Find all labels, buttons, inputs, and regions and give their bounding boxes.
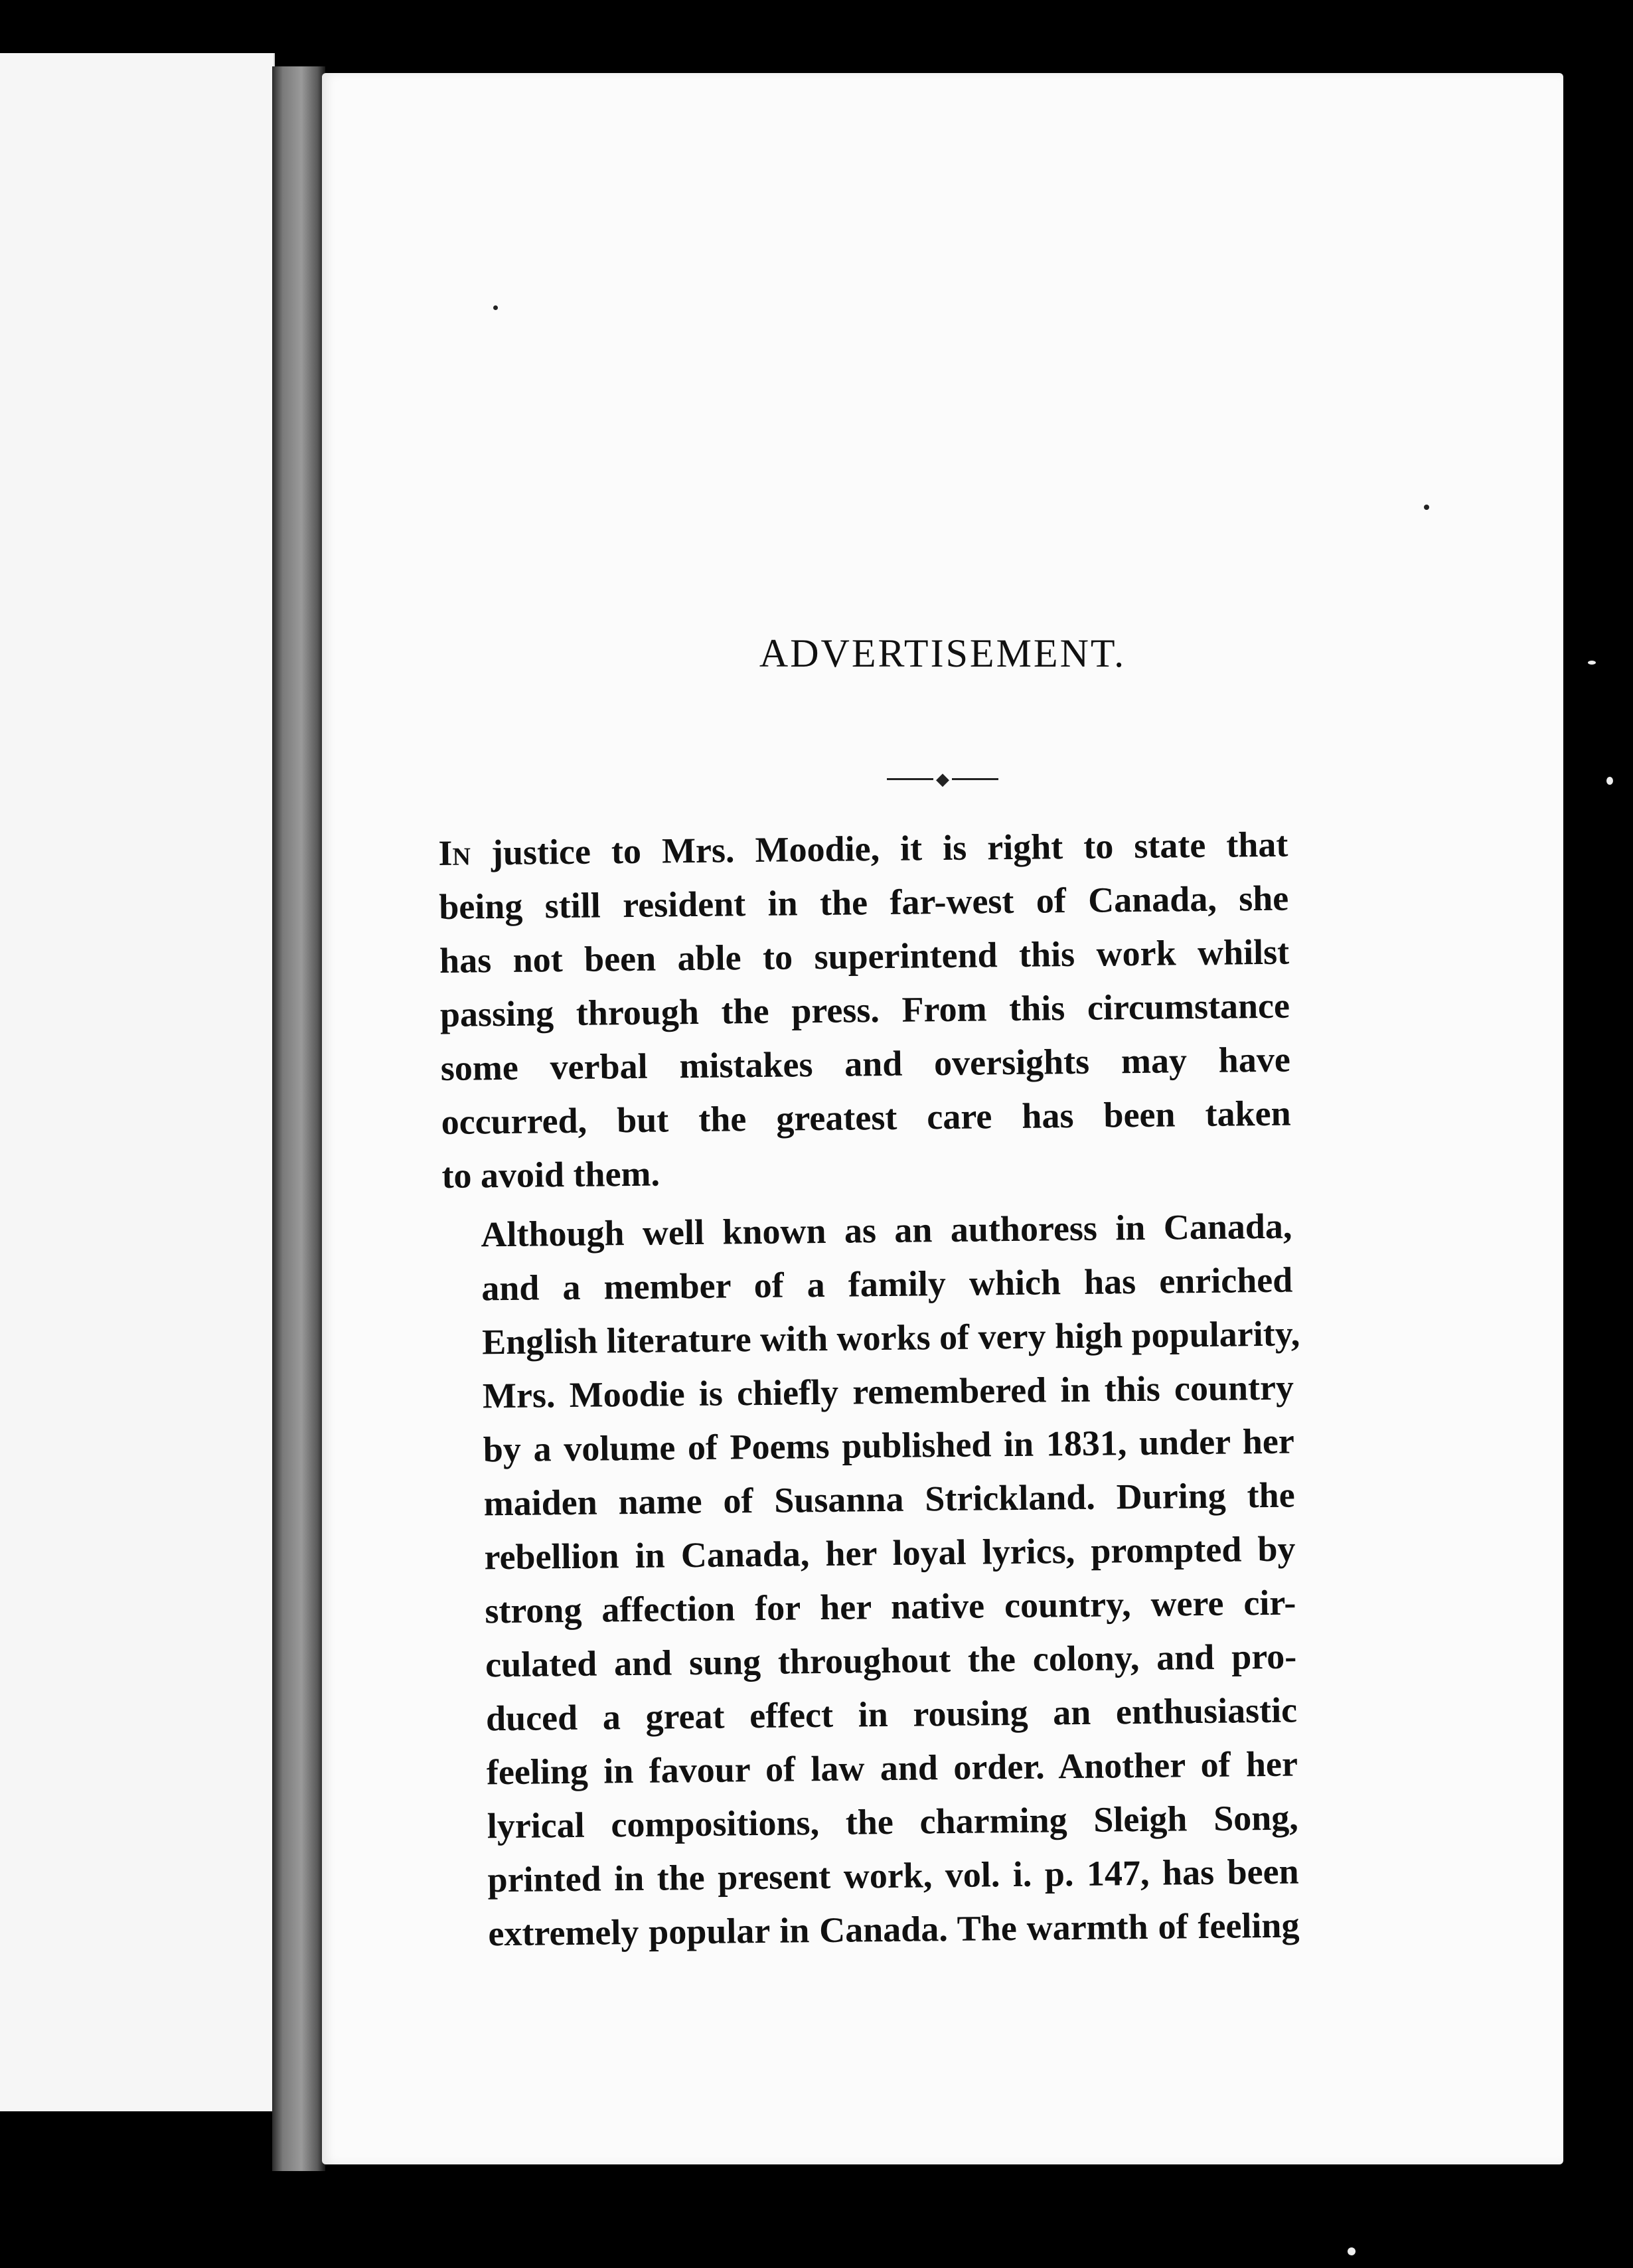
paragraph-1-line: has not been able to superintend this work whilst [439,932,1290,981]
paragraph-1-line-text: justice to Mrs. Moodie, it is right to state that [470,824,1288,873]
paragraph-2-line: culated and sung throughout the colony, and pro- [485,1636,1297,1685]
paragraph-1-line [438,818,1288,880]
paragraph-2-line: rebellion in Canada, her loyal lyrics, prompted by [484,1528,1296,1578]
paragraph-2-line: duced a great effect in rousing an enthusiastic [485,1690,1298,1739]
scan-speck [1588,661,1596,665]
paragraph-2 [442,1200,1300,1961]
paragraph-1-line: some verbal mistakes and oversights may have [440,1039,1291,1088]
paragraph-1-line: to avoid them. [441,1153,661,1196]
paragraph-2-line: English literature with works of very high popularity, [481,1313,1300,1362]
paragraph-1-line: occurred, but the greatest care has been taken [441,1093,1291,1142]
page-heading: ADVERTISEMENT. [759,631,1127,675]
scan-speck [493,305,498,310]
scan-speck [1424,505,1429,510]
paragraph-2-line: and a member of a family which has enriched [481,1259,1293,1309]
left-blank-page [0,53,275,2111]
paragraph-2-line: strong affection for her native country, were cir- [485,1582,1296,1631]
body-text [438,818,1300,1961]
paragraph-2-line: extremely popular in Canada. The warmth of feeling [488,1905,1300,1954]
scan-speck [1348,2247,1356,2255]
paragraph-2-line: Although well known as an authoress in Canada, [481,1206,1292,1255]
paragraph-2-line: feeling in favour of law and order. Another of her [486,1743,1298,1793]
paragraph-2-line: printed in the present work, vol. i. p. 147, has been [487,1851,1299,1900]
book-spine [272,66,325,2171]
paragraph-1-line: passing through the press. From this circumstance [439,985,1290,1034]
diamond-icon: ◆ [936,769,949,789]
ornament-divider [322,770,1563,788]
paragraph-1 [438,818,1292,1203]
paragraph-1-dropword: In [438,833,471,873]
scan-speck [1606,777,1613,785]
ornament-rule-right [952,778,998,780]
paragraph-2-line: maiden name of Susanna Strickland. During the [483,1475,1295,1524]
paragraph-2-line: by a volume of Poems published in 1831, under her [483,1421,1295,1470]
right-page [322,73,1563,2164]
ornament-rule-left [887,778,933,780]
paragraph-2-line: lyrical compositions, the charming Sleigh Song, [487,1797,1299,1846]
paragraph-2-line: Mrs. Moodie is chiefly remembered in this country [482,1367,1294,1416]
paragraph-1-line: being still resident in the far-west of Canada, she [438,878,1289,927]
